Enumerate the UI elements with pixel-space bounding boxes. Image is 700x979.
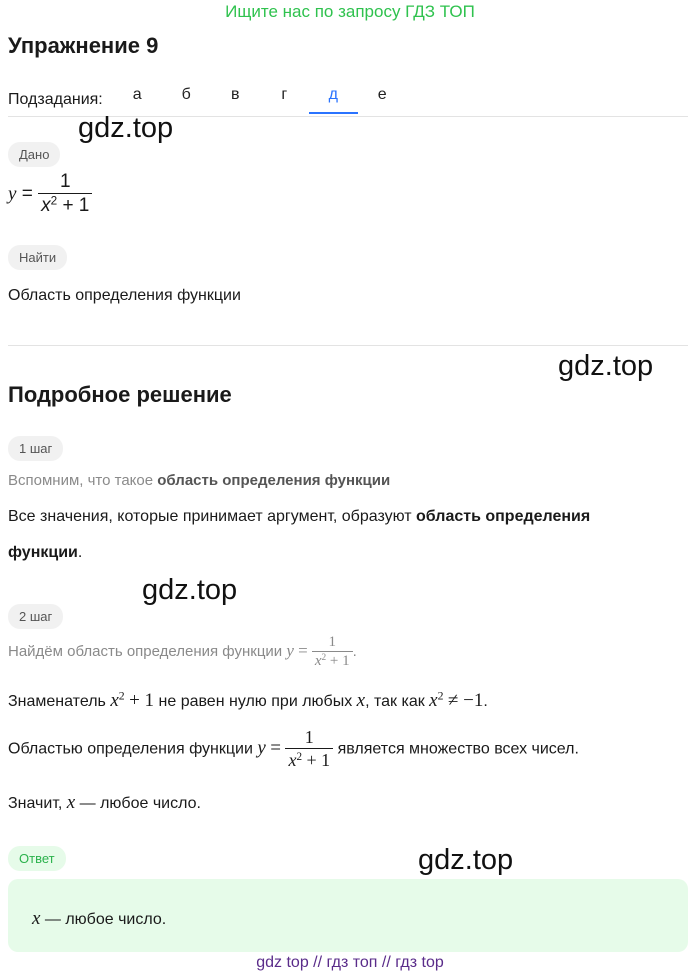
step2-p2-fraction (285, 728, 333, 770)
step2-p1-x3: x (429, 690, 438, 711)
watermark: gdz.top (558, 350, 654, 382)
step2-p2-text: Областью определения функции (8, 740, 258, 758)
tab-a[interactable]: а (132, 86, 142, 103)
step2-p3-post: — любое число. (75, 795, 201, 812)
top-banner: Ищите нас по запросу ГДЗ ТОП (225, 2, 475, 21)
step2-hint-den-exp: 2 (321, 652, 327, 663)
subtasks-label: Подзадания: (8, 91, 103, 108)
step1-chip: 1 шаг (8, 436, 63, 461)
given-lhs: y (8, 183, 17, 205)
subtask-tabs (8, 86, 407, 114)
given-fraction (38, 172, 92, 217)
tab-g[interactable]: г (281, 86, 288, 103)
page-title: Упражнение 9 (8, 33, 159, 58)
footer-link-gdz-top-ru[interactable]: гдз топ (326, 954, 378, 971)
step2-p1-x: x (110, 690, 119, 711)
step2-conclusion (8, 792, 201, 814)
solution-title: Подробное решение (8, 382, 232, 407)
step2-p2-num: 1 (304, 727, 314, 747)
step2-p2-post: является множество всех чисел. (337, 740, 579, 758)
section-divider (8, 345, 688, 346)
step2-chip: 2 шаг (8, 604, 63, 629)
step2-p1-text: Знаменатель (8, 693, 111, 710)
given-formula (8, 172, 92, 217)
step1-hint (8, 472, 390, 489)
step1-bold: область определения (416, 508, 591, 525)
answer-rest: — любое число. (40, 911, 167, 928)
given-eq: = (21, 183, 33, 205)
tab-v[interactable]: в (230, 86, 240, 103)
step2-hint-fraction (312, 634, 353, 670)
step1-paragraph-line1 (8, 508, 590, 526)
tab-d[interactable]: д (309, 86, 358, 114)
step2-hint-text: Найдём область определения функции (8, 642, 287, 660)
step2-hint-period: . (352, 642, 357, 660)
step2-p1-exp: 2 (118, 689, 125, 703)
footer-separator: // (381, 954, 391, 971)
step2-p2-y: y (257, 737, 266, 759)
find-chip: Найти (8, 245, 67, 270)
step1-hint-bold: область определения функции (157, 472, 391, 489)
step2-p2-den-exp: 2 (296, 750, 303, 763)
step2-p2-den-rest: + 1 (306, 749, 331, 770)
given-num: 1 (59, 171, 71, 192)
step2-hint-den-var: x (314, 652, 322, 669)
step2-p1-x2: x (356, 690, 366, 711)
step2-p3-text: Значит, (8, 795, 67, 812)
step2-domain-line (8, 728, 579, 770)
given-den-rest: + 1 (62, 194, 90, 216)
answer-text (32, 908, 166, 930)
tab-e[interactable]: е (377, 86, 387, 103)
step2-hint-eq: = (298, 640, 308, 660)
watermark: gdz.top (78, 112, 174, 144)
step2-p2-eq: = (270, 737, 281, 759)
step1-period: . (77, 544, 83, 561)
step1-bold-2: функции (8, 544, 78, 561)
step2-p1-mid2: , так как (365, 693, 430, 710)
watermark: gdz.top (418, 844, 514, 876)
step1-hint-text: Вспомним, что такое (8, 472, 158, 489)
step2-p1-exp2: 2 (437, 689, 444, 703)
footer-separator: // (313, 954, 323, 971)
step2-p1-mid: не равен нулю при любых (154, 693, 357, 710)
answer-x: x (32, 908, 41, 929)
footer-links (0, 954, 700, 972)
step2-denominator-line (8, 690, 488, 712)
step2-p1-period: . (483, 693, 488, 710)
step2-p2-den-var: x (288, 749, 297, 770)
footer-link-gdz-top-mixed[interactable]: гдз top (395, 954, 444, 971)
find-text: Область определения функции (8, 287, 241, 304)
step2-hint (8, 634, 357, 670)
footer-link-gdz-top[interactable]: gdz top (256, 954, 309, 971)
step2-hint-den-rest: + 1 (329, 652, 350, 669)
watermark: gdz.top (142, 574, 238, 606)
step2-hint-y: y (286, 640, 294, 660)
answer-chip: Ответ (8, 846, 66, 871)
step2-p3-x: x (66, 792, 76, 813)
step2-hint-num: 1 (328, 634, 336, 650)
tab-b[interactable]: б (181, 86, 191, 103)
given-chip: Дано (8, 142, 60, 167)
given-den-exp: 2 (50, 194, 58, 208)
step1-text: Все значения, которые принимает аргумент, образуют (8, 508, 417, 525)
step1-paragraph-line2 (8, 544, 82, 562)
given-den-var: x (41, 194, 51, 216)
step2-p1-plus: + 1 (129, 690, 155, 711)
step2-p1-neq: ≠ −1 (447, 690, 484, 711)
